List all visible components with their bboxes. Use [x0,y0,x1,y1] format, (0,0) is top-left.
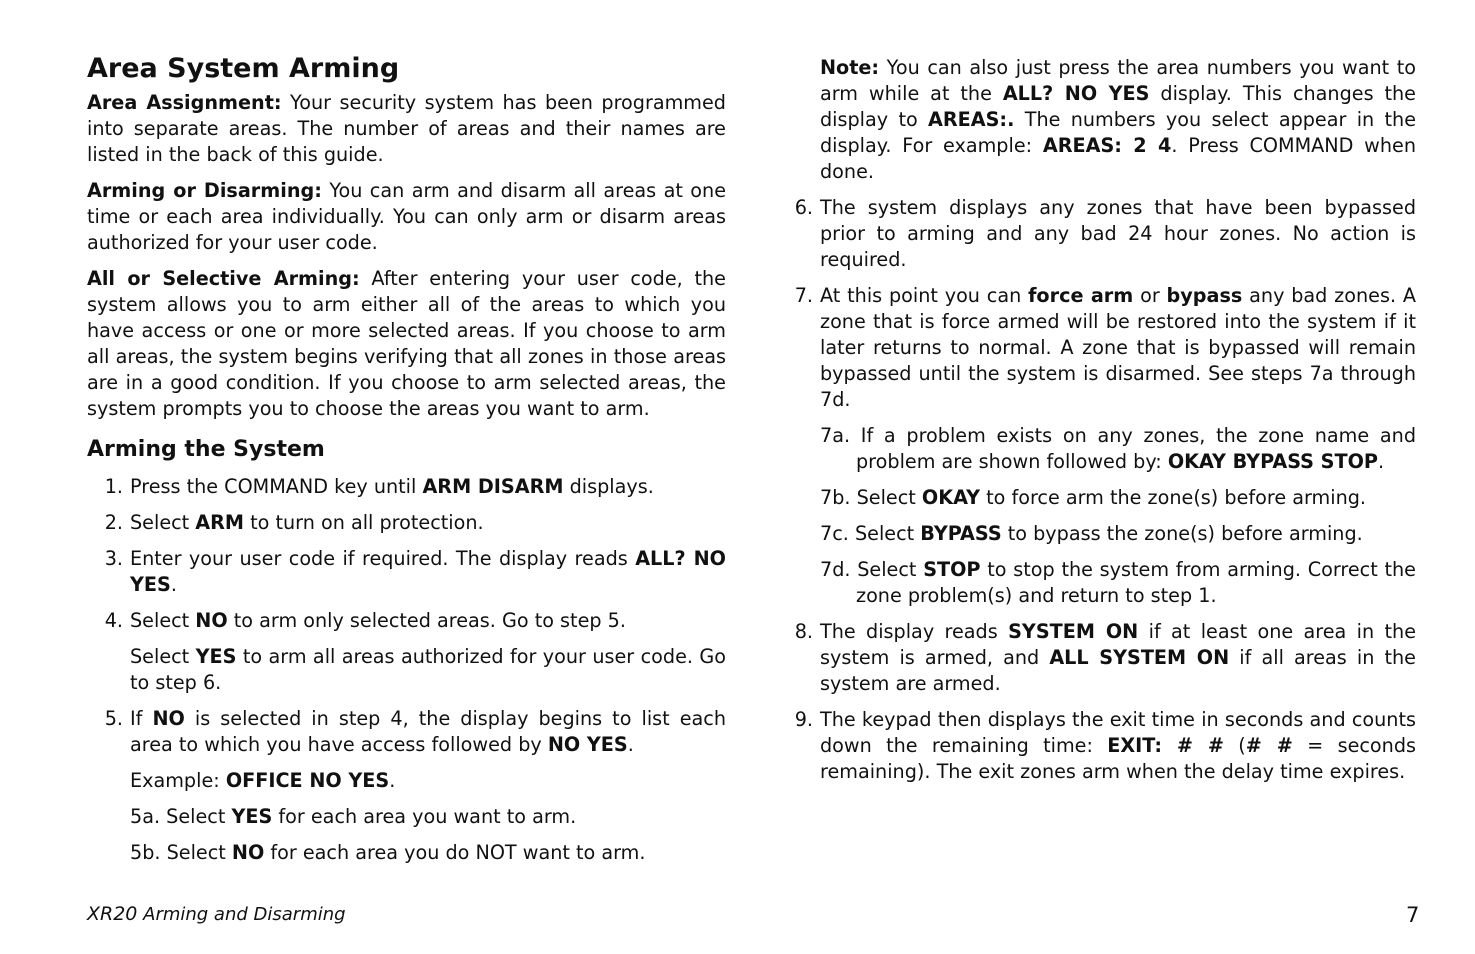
step-7: 7. At this point you can force arm or bypass any bad zones. A zone that is force armed will be restored into the system if it later returns to normal. A zone that is bypassed will remain bypassed until the system is disarmed. See steps 7a through 7d. [794,284,1416,411]
page-title: Area System Arming [87,53,400,84]
step-5-example: Example: OFFICE NO YES. [130,769,396,792]
step-8: 8. The display reads SYSTEM ON if at least one area in the system is armed, and ALL SYSTEM ON if all areas in the system are armed. [794,620,1417,695]
step-4-alternate: Select YES to arm all areas authorized for your user code. Go to step 6. [130,645,726,694]
step-7a: 7a. If a problem exists on any zones, the zone name and problem are shown followed by: OKAY BYPASS STOP. [820,424,1416,473]
note-paragraph: Note: You can also just press the area numbers you want to arm while at the ALL? NO YES display. This changes the display to AREAS:. The numbers you select appear in the display. For example: AREAS: 2 4. Press COMMAND when done. [820,56,1417,183]
page-number: 7 [1406,903,1420,927]
section-heading: Arming the System [87,437,325,462]
step-7d: 7d. Select STOP to stop the system from arming. Correct the zone problem(s) and return to step 1. [820,558,1416,607]
step-7c: 7c. Select BYPASS to bypass the zone(s) before arming. [820,522,1363,545]
selective-arming-paragraph: All or Selective Arming: After entering your user code, the system allows you to arm either all of the areas to which you have access or one or more selected areas. If you choose to arm all areas, the system begins verifying that all zones in those areas are in a good condition. If you choose to arm selected areas, the system prompts you to choose the areas you want to arm. [87,267,726,420]
step-5b: 5b. Select NO for each area you do NOT want to arm. [130,841,646,864]
area-assignment-paragraph: Area Assignment: Your security system has been programmed into separate areas. The number of areas and their names are listed in the back of this guide. [87,91,726,166]
arming-disarming-paragraph: Arming or Disarming: You can arm and disarm all areas at one time or each area individually. You can only arm or disarm areas authorized for your user code. [87,179,726,254]
left-column [87,52,726,876]
right-column [790,55,1416,795]
step-5a: 5a. Select YES for each area you want to arm. [130,805,577,828]
step-1: 1. Press the COMMAND key until ARM DISARM displays. [104,475,654,498]
step-9: 9. The keypad then displays the exit time in seconds and counts down the remaining time: EXIT: # # (# # = seconds remaining). The exit zones arm when the delay time expires. [794,708,1416,783]
step-2: 2. Select ARM to turn on all protection. [104,511,484,534]
step-5: 5. If NO is selected in step 4, the display begins to list each area to which you have access followed by NO YES. [104,707,726,756]
step-4: 4. Select NO to arm only selected areas. Go to step 5. [104,609,626,632]
step-7b: 7b. Select OKAY to force arm the zone(s) before arming. [820,486,1367,509]
step-3: 3. Enter your user code if required. The display reads ALL? NO YES. [104,547,726,596]
footer-title: XR20 Arming and Disarming [87,903,346,925]
step-6: 6. The system displays any zones that have been bypassed prior to arming and any bad 24 hour zones. No action is required. [794,196,1416,271]
